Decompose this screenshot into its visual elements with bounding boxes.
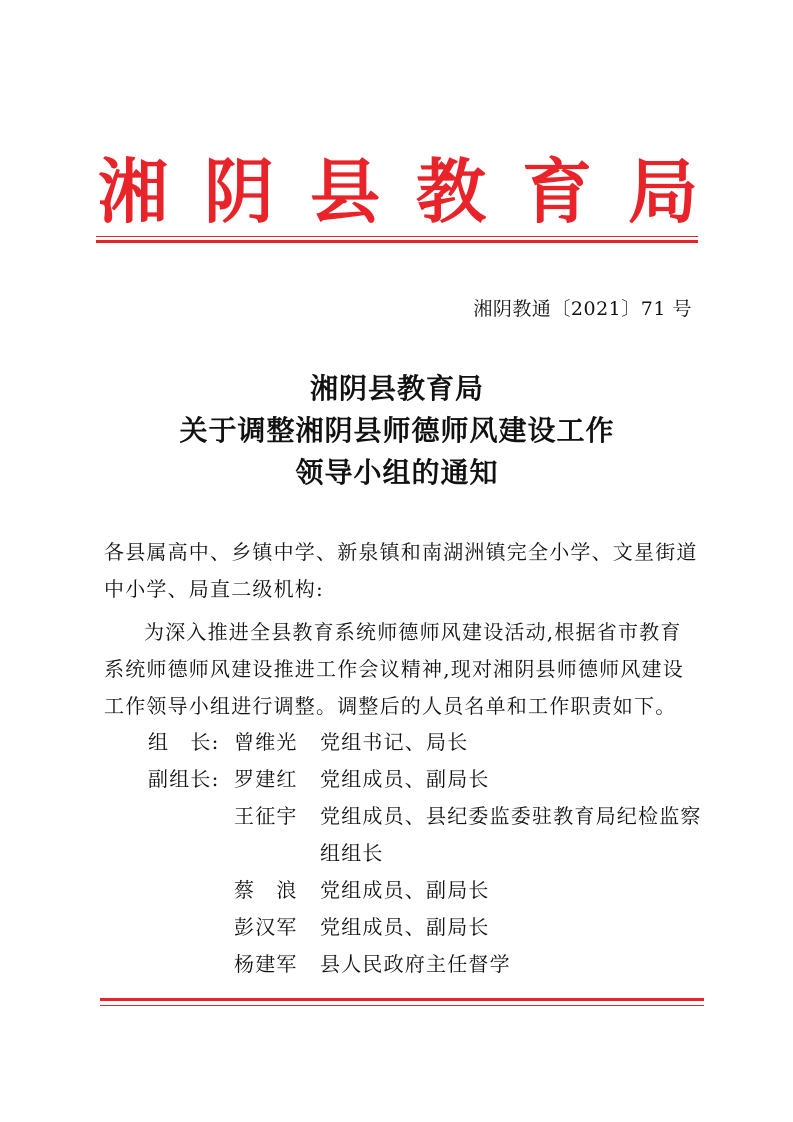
masthead-char: 阴 <box>204 151 274 233</box>
member-duty: 党组成员、副局长 <box>320 878 490 902</box>
title-line: 领导小组的通知 <box>295 456 499 489</box>
header-rule-thin <box>96 236 698 237</box>
member-duty: 组组长 <box>320 841 384 865</box>
masthead-char: 湘 <box>98 151 168 233</box>
footer-rule-thick <box>100 998 704 1001</box>
member-duty: 党组书记、局长 <box>320 730 469 754</box>
masthead-char: 教 <box>416 151 486 233</box>
title-line: 关于调整湘阴县师德师风建设工作 <box>179 414 615 447</box>
paragraph-line: 工作领导小组进行调整。调整后的人员名单和工作职责如下。 <box>104 694 677 718</box>
recipients-line: 中小学、局直二级机构: <box>104 577 324 601</box>
member-name: 曾维光 <box>234 730 298 754</box>
member-label: 副组长: <box>148 767 220 791</box>
member-duty: 党组成员、副局长 <box>320 915 490 939</box>
member-name: 蔡 浪 <box>234 878 298 902</box>
document-title <box>96 368 698 494</box>
masthead-char: 育 <box>522 151 592 233</box>
masthead-char: 局 <box>628 151 698 233</box>
member-name: 罗建红 <box>234 767 298 791</box>
member-name: 杨建军 <box>234 952 298 976</box>
member-name: 彭汉军 <box>234 915 298 939</box>
member-duty: 县人民政府主任督学 <box>320 952 511 976</box>
masthead-char: 县 <box>310 151 380 233</box>
footer-rule-thin <box>100 1005 704 1006</box>
paragraph-line: 系统师德师风建设推进工作会议精神,现对湘阴县师德师风建设 <box>104 657 684 681</box>
recipients-line: 各县属高中、乡镇中学、新泉镇和南湖洲镇完全小学、文星街道 <box>104 540 698 564</box>
member-duty: 党组成员、副局长 <box>320 767 490 791</box>
header-rule-thick <box>96 240 698 243</box>
title-line: 湘阴县教育局 <box>309 372 484 405</box>
member-label: 组 长: <box>148 730 220 754</box>
member-name: 王征宇 <box>234 804 298 828</box>
document-number: 湘阴教通〔2021〕71 号 <box>473 298 692 320</box>
masthead-title <box>98 150 698 234</box>
member-duty: 党组成员、县纪委监委驻教育局纪检监察 <box>320 804 702 828</box>
paragraph-line: 为深入推进全县教育系统师德师风建设活动,根据省市教育 <box>144 620 682 644</box>
